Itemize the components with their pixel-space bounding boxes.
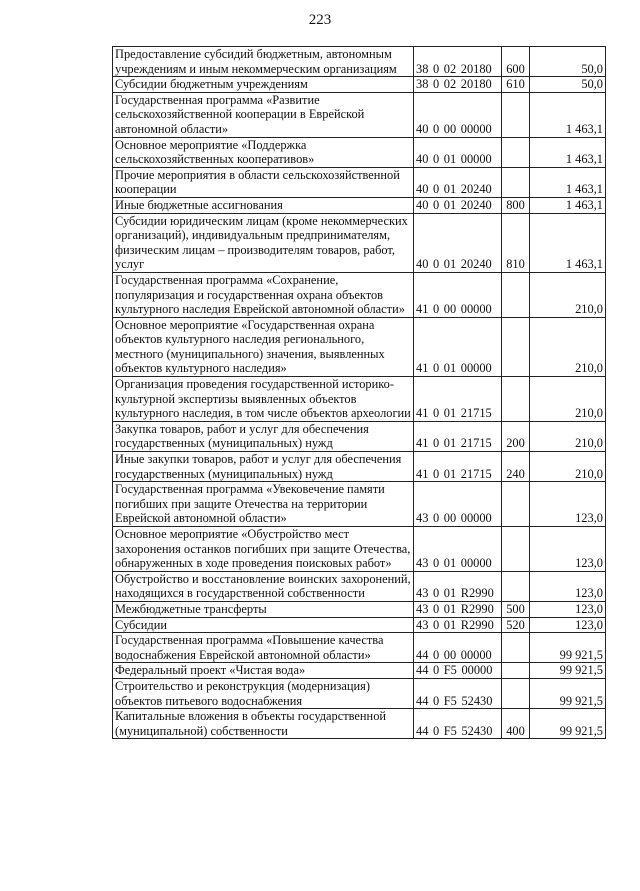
row-code-cell: 40 0 01 20240 — [414, 167, 502, 197]
row-name-cell: Организация проведения государственной историко-культурной экспертизы выявленных объектов культурного наследия, в том числе объектов археологии — [113, 377, 414, 422]
table-row — [113, 452, 606, 482]
row-sum-cell: 123,0 — [530, 601, 606, 617]
row-name-cell: Иные бюджетные ассигнования — [113, 197, 414, 213]
row-name-cell: Государственная программа «Увековечение памяти погибших при защите Отечества на территории Еврейской автономной области» — [113, 482, 414, 527]
row-kind-cell: 610 — [502, 77, 530, 93]
row-name-cell: Федеральный проект «Чистая вода» — [113, 663, 414, 679]
row-sum-cell: 210,0 — [530, 317, 606, 376]
table-row — [113, 633, 606, 663]
page-number: 223 — [308, 12, 332, 28]
row-kind-cell: 200 — [502, 421, 530, 451]
row-name-cell: Иные закупки товаров, работ и услуг для обеспечения государственных (муниципальных) нужд — [113, 452, 414, 482]
row-kind-cell — [502, 527, 530, 572]
row-kind-cell — [502, 377, 530, 422]
row-kind-cell: 800 — [502, 197, 530, 213]
row-code-cell: 43 0 01 R2990 — [414, 571, 502, 601]
row-kind-cell — [502, 482, 530, 527]
row-name-cell: Субсидии юридическим лицам (кроме некоммерческих организаций), индивидуальным предпринимателям, физическим лицам – производителям товаров, работ, услуг — [113, 213, 414, 272]
row-name-cell: Капитальные вложения в объекты государственной (муниципальной) собственности — [113, 709, 414, 739]
row-kind-cell: 500 — [502, 601, 530, 617]
row-sum-cell: 99 921,5 — [530, 663, 606, 679]
table-row — [113, 167, 606, 197]
row-name-cell: Основное мероприятие «Обустройство мест захоронения останков погибших при защите Отечества, обнаруженных в ходе проведения поисковых работ» — [113, 527, 414, 572]
row-code-cell: 44 0 F5 52430 — [414, 709, 502, 739]
row-kind-cell: 810 — [502, 213, 530, 272]
row-sum-cell: 123,0 — [530, 482, 606, 527]
row-kind-cell: 400 — [502, 709, 530, 739]
row-sum-cell: 50,0 — [530, 77, 606, 93]
row-sum-cell: 210,0 — [530, 272, 606, 317]
budget-table — [112, 46, 606, 739]
row-sum-cell: 123,0 — [530, 617, 606, 633]
row-code-cell: 40 0 01 00000 — [414, 137, 502, 167]
row-name-cell: Основное мероприятие «Государственная охрана объектов культурного наследия регионального, местного (муниципального) значения, выявленных объектов культурного наследия» — [113, 317, 414, 376]
row-code-cell: 43 0 01 00000 — [414, 527, 502, 572]
table-row — [113, 663, 606, 679]
row-name-cell: Межбюджетные трансферты — [113, 601, 414, 617]
row-code-cell: 44 0 F5 52430 — [414, 678, 502, 708]
row-kind-cell — [502, 663, 530, 679]
row-code-cell: 43 0 00 00000 — [414, 482, 502, 527]
row-sum-cell: 210,0 — [530, 377, 606, 422]
table-row — [113, 601, 606, 617]
table-row — [113, 421, 606, 451]
table-row — [113, 571, 606, 601]
row-sum-cell: 50,0 — [530, 47, 606, 77]
row-code-cell: 41 0 01 21715 — [414, 421, 502, 451]
row-sum-cell: 1 463,1 — [530, 213, 606, 272]
row-code-cell: 38 0 02 20180 — [414, 47, 502, 77]
table-row — [113, 527, 606, 572]
table-row — [113, 678, 606, 708]
row-code-cell: 41 0 01 00000 — [414, 317, 502, 376]
row-code-cell: 38 0 02 20180 — [414, 77, 502, 93]
row-kind-cell — [502, 317, 530, 376]
row-name-cell: Государственная программа «Развитие сельскохозяйственной кооперации в Еврейской автономной области» — [113, 92, 414, 137]
row-kind-cell — [502, 678, 530, 708]
row-code-cell: 43 0 01 R2990 — [414, 601, 502, 617]
row-name-cell: Закупка товаров, работ и услуг для обеспечения государственных (муниципальных) нужд — [113, 421, 414, 451]
row-kind-cell: 600 — [502, 47, 530, 77]
row-code-cell: 43 0 01 R2990 — [414, 617, 502, 633]
row-name-cell: Строительство и реконструкция (модернизация) объектов питьевого водоснабжения — [113, 678, 414, 708]
table-row — [113, 197, 606, 213]
table-row — [113, 47, 606, 77]
table-row — [113, 137, 606, 167]
table-row — [113, 617, 606, 633]
row-name-cell: Предоставление субсидий бюджетным, автономным учреждениям и иным некоммерческим организациям — [113, 47, 414, 77]
row-code-cell: 40 0 01 20240 — [414, 197, 502, 213]
row-kind-cell — [502, 571, 530, 601]
row-sum-cell: 123,0 — [530, 527, 606, 572]
budget-table-body — [113, 47, 606, 739]
row-name-cell: Государственная программа «Повышение качества водоснабжения Еврейской автономной области» — [113, 633, 414, 663]
row-kind-cell — [502, 272, 530, 317]
row-kind-cell — [502, 633, 530, 663]
row-name-cell: Субсидии — [113, 617, 414, 633]
row-code-cell: 40 0 01 20240 — [414, 213, 502, 272]
table-row — [113, 92, 606, 137]
table-row — [113, 482, 606, 527]
row-sum-cell: 210,0 — [530, 452, 606, 482]
table-row — [113, 709, 606, 739]
row-sum-cell: 99 921,5 — [530, 709, 606, 739]
row-kind-cell — [502, 167, 530, 197]
row-code-cell: 41 0 01 21715 — [414, 377, 502, 422]
table-row — [113, 77, 606, 93]
row-name-cell: Прочие мероприятия в области сельскохозяйственной кооперации — [113, 167, 414, 197]
row-kind-cell: 520 — [502, 617, 530, 633]
row-name-cell: Обустройство и восстановление воинских захоронений, находящихся в государственной собственности — [113, 571, 414, 601]
row-code-cell: 41 0 01 21715 — [414, 452, 502, 482]
row-sum-cell: 123,0 — [530, 571, 606, 601]
row-code-cell: 44 0 F5 00000 — [414, 663, 502, 679]
table-row — [113, 317, 606, 376]
row-sum-cell: 1 463,1 — [530, 197, 606, 213]
row-sum-cell: 1 463,1 — [530, 92, 606, 137]
row-name-cell: Государственная программа «Сохранение, популяризация и государственная охрана объектов культурного наследия Еврейской автономной области» — [113, 272, 414, 317]
row-code-cell: 44 0 00 00000 — [414, 633, 502, 663]
row-kind-cell — [502, 92, 530, 137]
row-name-cell: Субсидии бюджетным учреждениям — [113, 77, 414, 93]
row-name-cell: Основное мероприятие «Поддержка сельскохозяйственных кооперативов» — [113, 137, 414, 167]
row-sum-cell: 1 463,1 — [530, 137, 606, 167]
table-row — [113, 272, 606, 317]
table-row — [113, 213, 606, 272]
row-sum-cell: 99 921,5 — [530, 633, 606, 663]
row-sum-cell: 99 921,5 — [530, 678, 606, 708]
row-kind-cell — [502, 137, 530, 167]
row-sum-cell: 210,0 — [530, 421, 606, 451]
table-row — [113, 377, 606, 422]
row-sum-cell: 1 463,1 — [530, 167, 606, 197]
row-code-cell: 40 0 00 00000 — [414, 92, 502, 137]
row-code-cell: 41 0 00 00000 — [414, 272, 502, 317]
row-kind-cell: 240 — [502, 452, 530, 482]
